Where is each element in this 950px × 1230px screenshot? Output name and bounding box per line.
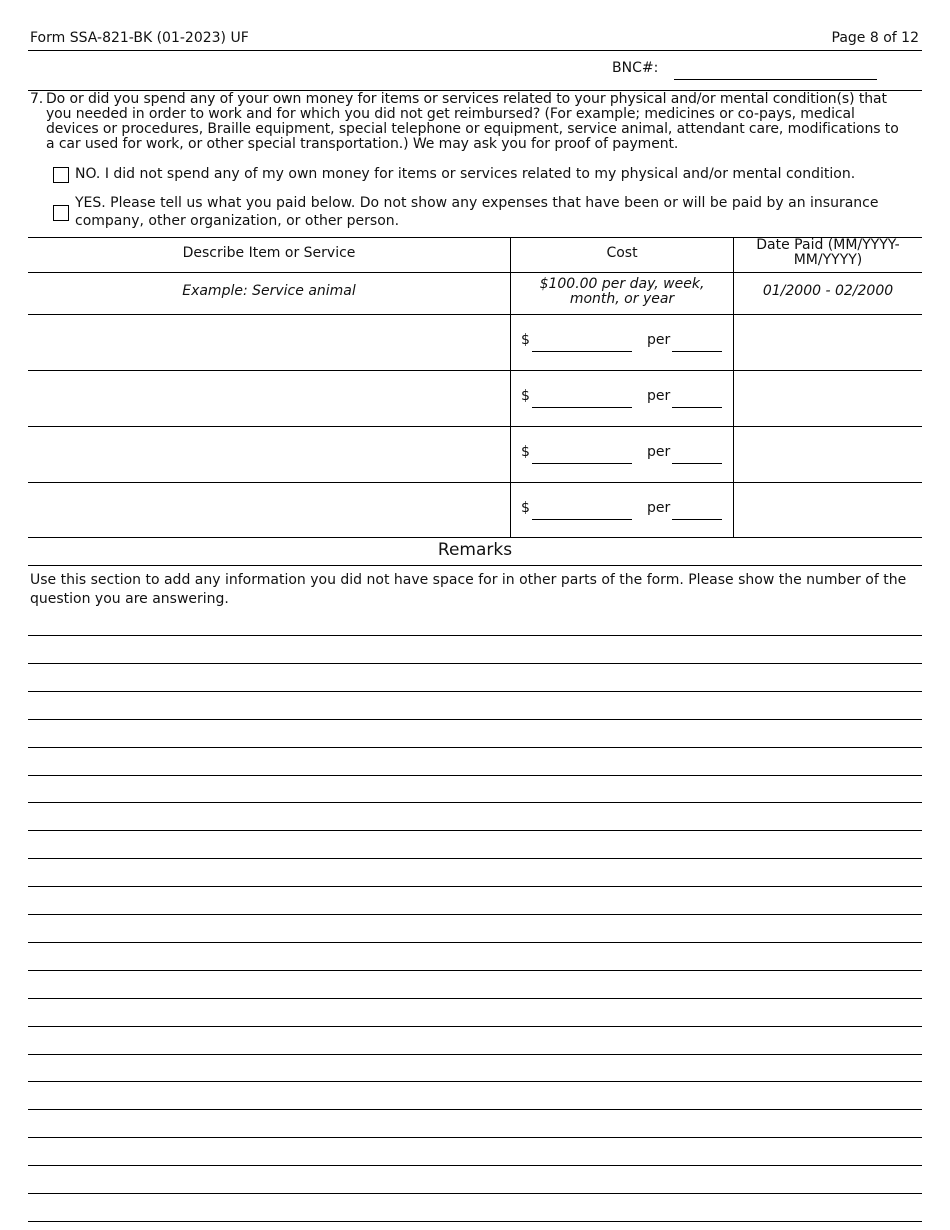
cost-field[interactable] [532, 389, 632, 408]
question-7 [30, 92, 910, 152]
remarks-line[interactable] [28, 978, 922, 999]
remarks-line[interactable] [28, 615, 922, 636]
cost-field[interactable] [532, 501, 632, 520]
remarks-line[interactable] [28, 699, 922, 720]
remarks-line[interactable] [28, 1201, 922, 1222]
form-id: Form SSA-821-BK (01-2023) UF [30, 30, 249, 46]
question-number: 7. [30, 91, 44, 107]
remarks-line[interactable] [28, 866, 922, 887]
per-field[interactable] [672, 333, 722, 352]
date-field[interactable] [734, 315, 922, 369]
remarks-line[interactable] [28, 1089, 922, 1110]
remarks-line[interactable] [28, 782, 922, 803]
yes-checkbox[interactable] [53, 205, 69, 221]
remarks-divider [28, 565, 922, 566]
question-text [30, 92, 910, 152]
page-number: Page 8 of 12 [831, 30, 919, 46]
per-field[interactable] [672, 389, 722, 408]
remarks-line[interactable] [28, 671, 922, 692]
per-label: per [647, 332, 671, 348]
remarks-line[interactable] [28, 727, 922, 748]
header-item: Describe Item or Service [182, 245, 356, 261]
cost-field[interactable] [532, 333, 632, 352]
no-checkbox[interactable] [53, 167, 69, 183]
remarks-line[interactable] [28, 810, 922, 831]
date-field[interactable] [734, 371, 922, 425]
per-label: per [647, 500, 671, 516]
per-label: per [647, 388, 671, 404]
option-yes-label: YES. Please tell us what you paid below. Do not show any expenses that have been or will be paid by an insurance company, other organization, or other person. [75, 195, 879, 229]
dollar-sign: $ [521, 444, 530, 460]
remarks-line[interactable] [28, 1006, 922, 1027]
example-date: 01/2000 - 02/2000 [762, 283, 894, 299]
table-bottom-border [28, 537, 922, 538]
remarks-line[interactable] [28, 1034, 922, 1055]
cost-field[interactable] [532, 445, 632, 464]
remarks-line[interactable] [28, 1061, 922, 1082]
dollar-sign: $ [521, 332, 530, 348]
remarks-title: Remarks [437, 540, 513, 560]
header-date: Date Paid (MM/YYYY-MM/YYYY) [756, 237, 900, 268]
dollar-sign: $ [521, 500, 530, 516]
remarks-line[interactable] [28, 950, 922, 971]
item-field[interactable] [29, 483, 509, 536]
table-header-border [28, 272, 922, 273]
per-field[interactable] [672, 445, 722, 464]
bnc-field[interactable] [674, 60, 877, 80]
question-text-body: Do or did you spend any of your own money for items or services related to your physical and/or mental condition(s) that you needed in order to work and for which you did not get reimbursed? (For example; medicines or co-pays, medical devices or procedures, Braille equipment, special telephone or equipment, service animal, attendant care, modifications to a car used for work, or other special transportation.) We may ask you for proof of payment. [46, 91, 899, 152]
remarks-line[interactable] [28, 1145, 922, 1166]
per-field[interactable] [672, 501, 722, 520]
remarks-line[interactable] [28, 643, 922, 664]
date-field[interactable] [734, 427, 922, 481]
remarks-line[interactable] [28, 1173, 922, 1194]
remarks-instructions: Use this section to add any information you did not have space for in other parts of the form. Please show the number of the question you are answering. [30, 572, 907, 607]
option-no-label: NO. I did not spend any of my own money for items or services related to my physical and/or mental condition. [75, 166, 856, 182]
per-label: per [647, 444, 671, 460]
example-cost: $100.00 per day, week, month, or year [539, 276, 705, 307]
remarks-line[interactable] [28, 838, 922, 859]
item-field[interactable] [29, 315, 509, 369]
remarks-line[interactable] [28, 922, 922, 943]
remarks-line[interactable] [28, 755, 922, 776]
example-item: Example: Service animal [182, 283, 356, 299]
header-cost: Cost [606, 245, 638, 261]
bnc-label: BNC#: [612, 60, 659, 76]
date-field[interactable] [734, 483, 922, 536]
dollar-sign: $ [521, 388, 530, 404]
header-divider [28, 50, 922, 51]
table-col-divider [510, 237, 511, 537]
item-field[interactable] [29, 427, 509, 481]
remarks-line[interactable] [28, 894, 922, 915]
remarks-line[interactable] [28, 1117, 922, 1138]
item-field[interactable] [29, 371, 509, 425]
